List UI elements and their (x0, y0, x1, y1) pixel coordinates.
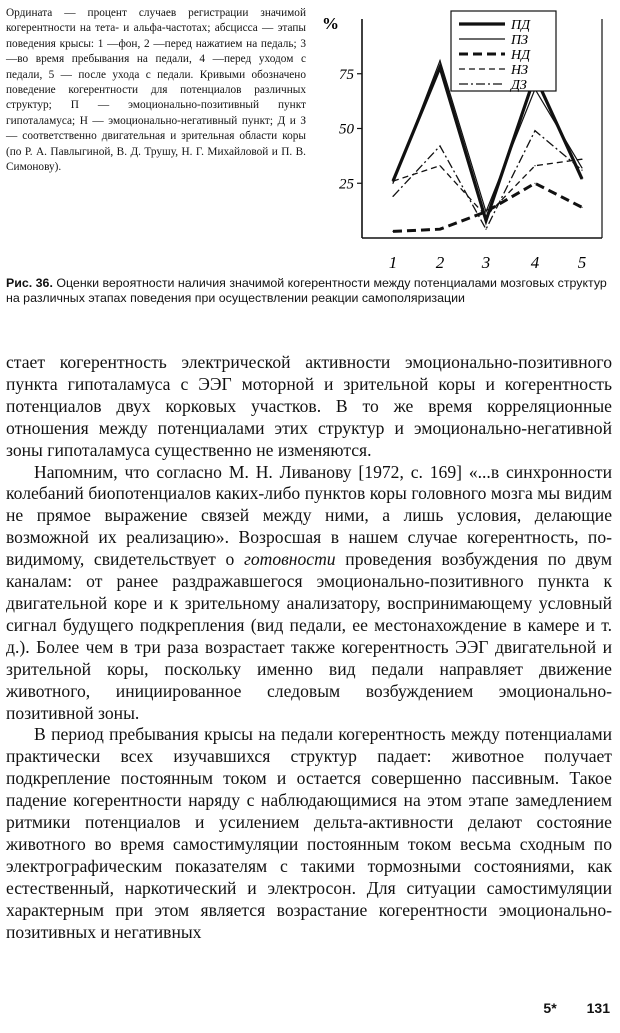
figure-caption-text: Оценки вероятности наличия значимой когерентности между потенциалами мозговых структур на различных этапах поведения при осуществлении реакции самополяризации (6, 276, 607, 306)
data-point (581, 207, 582, 208)
page-number: 131 (586, 1000, 610, 1016)
legend-entry-label: ПЗ (511, 33, 529, 48)
paragraph-1: стает когерентность электрической активности эмоционально-позитивного пункта гипоталамуса с ЭЭГ моторной и зрительной коры и когерентность потенциалов двух корковых участков. В то же время корреляционные отношения между потенциалами этих структур и эмоционально-негативной зоны гипоталамуса существенно не изменяются. (6, 352, 612, 460)
figure-caption (6, 276, 612, 306)
body-text (6, 352, 612, 943)
y-tick-label: 50 (339, 121, 354, 138)
data-point (439, 60, 440, 61)
x-tick-label: 2 (435, 253, 445, 272)
paragraph-3: В период пребывания крысы на педали когерентность между потенциалами практически всех изучавшихся структур падает: животное получает подкрепление постоянным током и остается совершенно пассивным. Такое падение когерентности наряду с наблюдающимися на этом этапе замедлением ритмики потенциалов и усилением дельта-активности делают состояние животного во время самостимуляции постоянным током весьма сходным по электрографическим показателям с такими тормозными состояниями, как естественный, наркотический и электросон. Для ситуации самостимуляции характерным при этом является возрастание когерентности эмоционально-позитивных и негативных (6, 724, 612, 942)
y-tick-label: 75 (339, 66, 354, 83)
data-point (534, 183, 535, 184)
signature-mark: 5* (543, 1000, 557, 1016)
figure-label: Рис. 36. (6, 276, 53, 290)
legend-entry-label: ПД (511, 18, 531, 33)
data-point (581, 178, 582, 179)
data-point (392, 196, 393, 197)
y-axis-label: % (322, 14, 339, 33)
data-point (439, 165, 440, 166)
coherence-line-chart (312, 4, 618, 276)
figure-legend-text: Ордината — процент случаев регистрации значимой когерентности на тета- и альфа-частотах; абсцисса — этапы поведения крысы: 1 —фон, 2 —перед нажатием на педаль; 3 —во время пребывания на педали, 4 —перед уходом с педали, 5 — после ухода с педали. Кривыми обозначено поведение когерентности для потенциалов различных структур; П — эмоционально-позитивный пункт гипоталамуса; Н — эмоционально-негативный пункт; Д и З — соответственно двигательная и зрительная области коры (по Р. А. Павлыгиной, В. Д. Трушу, Н. Г. Михайловой и П. В. Симонову). (6, 7, 306, 174)
data-point (485, 220, 486, 221)
figure-legend (6, 6, 306, 175)
paragraph-2 (6, 462, 612, 725)
legend-entry-label: НЗ (511, 63, 529, 78)
data-point (439, 229, 440, 230)
y-tick-label: 25 (339, 176, 354, 193)
paragraph-2-end: проведения возбуждения по двум каналам: от ранее раздражавшегося эмоционально-позитивного пункта к двигательной коре и к зрительному анализатору, воспринимающему условный сигнал будущего подкрепления (вид педали, ее местонахождение в камере и т. д.). Более чем в три раза возрастает также когерентность ЭЭГ двигательной и зрительной коры, поскольку именно вид педали направляет движение животного, инициированное следовым возбуждением эмоционально-позитивной зоны. (6, 549, 612, 723)
x-tick-label: 3 (481, 253, 491, 272)
x-tick-label: 5 (577, 253, 587, 272)
paragraph-2-start: Напомним, что согласно М. Н. Ливанову [1972, с. 169] «...в синхронности колебаний биопотенциалов каких-либо пунктов коры головного мозга мы видим не прямое выражение связей между ними, а лишь условия, делающие возможной их реализацию». Возросшая в нашем случае когерентность, по-видимому, свидетельствует о (6, 461, 612, 570)
legend-entry-label: НД (511, 48, 531, 63)
legend-entry-label: ДЗ (511, 78, 527, 93)
data-point (581, 159, 582, 160)
x-tick-label: 4 (530, 253, 540, 272)
data-point (485, 211, 486, 212)
x-tick-label: 1 (388, 253, 398, 272)
data-point (534, 165, 535, 166)
data-point (439, 145, 440, 146)
data-point (392, 183, 393, 184)
data-point (439, 67, 440, 68)
data-point (534, 130, 535, 131)
emphasis-readiness: готовности (243, 549, 336, 570)
data-point (392, 231, 393, 232)
page-footer (513, 1000, 610, 1016)
data-point (485, 229, 486, 230)
data-point (485, 216, 486, 217)
data-point (392, 181, 393, 182)
data-point (581, 170, 582, 171)
data-point (581, 167, 582, 168)
